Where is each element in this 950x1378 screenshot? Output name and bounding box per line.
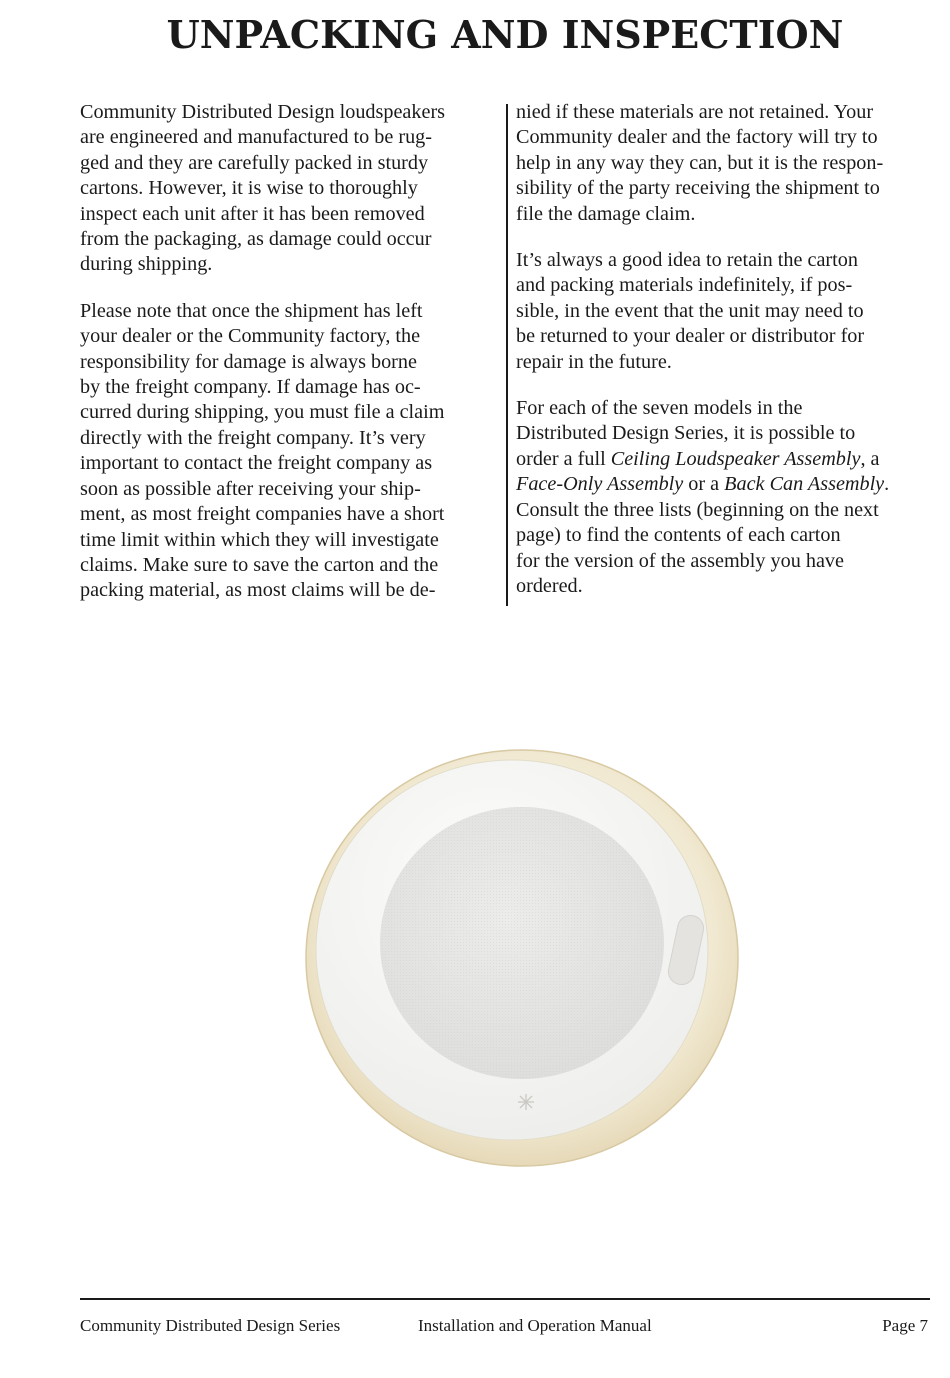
text-run: order a full [516,447,611,470]
footer-series-name: Community Distributed Design Series [80,1316,341,1335]
paragraph-assemblies [516,396,936,599]
text-line: during shipping. [80,253,213,276]
text-line: be returned to your dealer or distributor for [516,325,865,348]
text-line: sible, in the event that the unit may need to [516,299,864,322]
text-line: claims. Make sure to save the carton and the [80,553,439,576]
right-column [516,100,936,620]
text-line: curred during shipping, you must file a claim [80,401,445,424]
column-divider [506,104,508,606]
text-line: Distributed Design Series, it is possible to [516,422,856,445]
text-line: from the packaging, as damage could occur [80,228,432,251]
text-line: soon as possible after receiving your ship- [80,477,421,500]
footer-rule [80,1298,930,1300]
text-line: for the version of the assembly you have [516,549,844,572]
assembly-name-face-only: Face-Only Assembly [516,473,684,496]
text-line: ordered. [516,574,583,597]
footer-manual-title: Installation and Operation Manual [418,1316,652,1335]
paragraph-claim [516,100,936,227]
paragraph-intro [80,100,500,278]
page-number: Page 7 [882,1316,928,1335]
text-line: page) to find the contents of each carton [516,524,841,547]
text-line [516,447,936,472]
paragraph-damage [80,299,500,604]
community-logo-icon [518,1094,534,1110]
text-line: repair in the future. [516,350,672,373]
page-title: UNPACKING AND INSPECTION [166,12,844,57]
text-line: Consult the three lists (beginning on the next [516,498,879,521]
text-line: Community Distributed Design loudspeakers [80,101,446,123]
text-line: file the damage claim. [516,202,696,225]
text-line: packing material, as most claims will be de- [80,579,436,602]
text-line: Please note that once the shipment has left [80,299,423,322]
text-line: ment, as most freight companies have a short [80,503,445,526]
text-run: or a [683,473,725,496]
text-line: and packing materials indefinitely, if pos- [516,274,853,297]
text-line: cartons. However, it is wise to thoroughly [80,177,418,200]
text-line: nied if these materials are not retained. Your [516,101,874,123]
speaker-photo [300,740,760,1170]
text-line [516,472,936,497]
text-line: sibility of the party receiving the shipment to [516,177,880,200]
text-run: . [884,473,890,496]
text-line: ged and they are carefully packed in sturdy [80,151,429,174]
text-line: important to contact the freight company as [80,452,433,475]
text-line: your dealer or the Community factory, the [80,325,421,348]
text-line: It’s always a good idea to retain the carton [516,249,858,272]
text-line: For each of the seven models in the [516,397,803,420]
left-column [80,100,500,625]
text-run: , a [860,447,880,470]
text-line: by the freight company. If damage has oc- [80,376,421,399]
text-line: directly with the freight company. It’s very [80,426,426,449]
text-line: Community dealer and the factory will try to [516,126,878,149]
assembly-name-ceiling: Ceiling Loudspeaker Assembly [610,447,861,470]
paragraph-retain [516,248,936,375]
text-line: are engineered and manufactured to be rug- [80,126,432,149]
text-line: time limit within which they will investigate [80,528,439,551]
text-line: inspect each unit after it has been removed [80,202,425,225]
text-line: help in any way they can, but it is the respon- [516,151,884,174]
text-line: responsibility for damage is always borne [80,350,417,373]
assembly-name-back-can: Back Can Assembly [724,473,885,496]
